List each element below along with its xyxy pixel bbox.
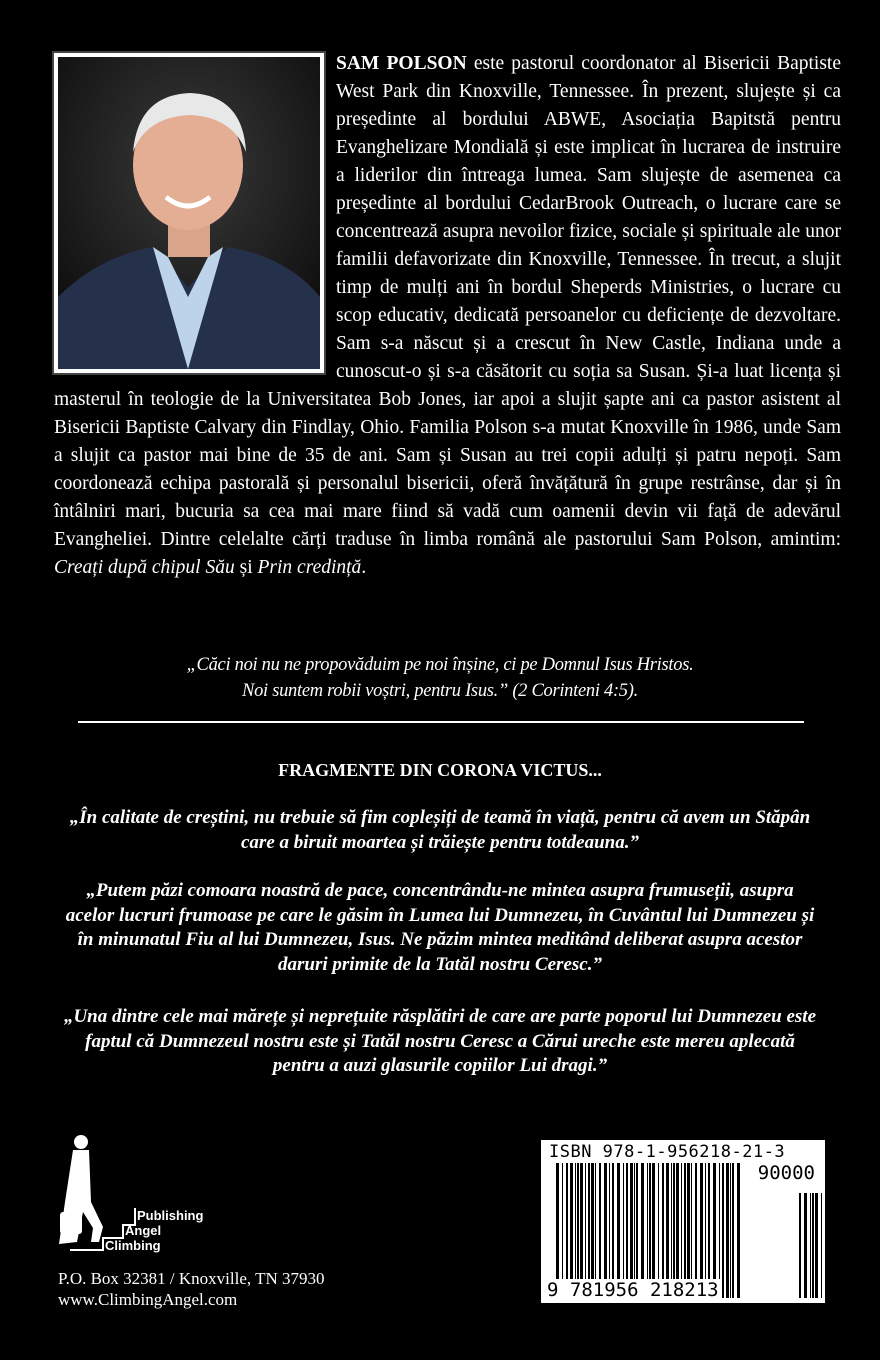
barcode-bar — [609, 1163, 610, 1298]
barcode-bar — [623, 1163, 624, 1298]
barcode-bar — [588, 1163, 590, 1298]
barcode-bar — [871, 1193, 873, 1298]
barcode-bar — [812, 1193, 814, 1298]
barcode-bar — [829, 1193, 832, 1298]
barcode-bar — [691, 1163, 692, 1298]
logo-word-angel: Angel — [125, 1223, 162, 1238]
barcode-bar — [730, 1163, 731, 1298]
logo-word-climbing: Climbing — [105, 1238, 161, 1253]
barcode-bar — [844, 1193, 845, 1298]
book-title-2: Prin credință — [257, 557, 362, 578]
bible-verse — [0, 652, 880, 704]
addon-barcode-bars — [799, 1193, 880, 1298]
barcode-bar — [647, 1163, 648, 1298]
ean-digits: 9 781956 218213 — [547, 1279, 719, 1301]
barcode-bar — [570, 1163, 573, 1298]
barcode-bar — [599, 1163, 601, 1298]
barcode-bar — [591, 1163, 594, 1298]
barcode-bar — [815, 1193, 818, 1298]
bio-conjunction: și — [234, 557, 258, 578]
book-title-1: Creați după chipul Său — [54, 557, 235, 578]
barcode-bar — [719, 1163, 720, 1298]
barcode-bar — [652, 1163, 655, 1298]
barcode-bar — [695, 1163, 697, 1298]
barcode-bar — [562, 1163, 563, 1298]
barcode-bar — [617, 1163, 620, 1298]
barcode-bar — [825, 1193, 827, 1298]
barcode-bar — [863, 1193, 866, 1298]
barcode-bar — [708, 1163, 710, 1298]
barcode-bar — [626, 1163, 628, 1298]
logo-word-publishing: Publishing — [137, 1208, 204, 1223]
fragment-quote: „Putem păzi comoara noastră de pace, concentrându-ne mintea asupra frumuseții, asupra acelor lucruri frumoase pe care le găsim în Lumea lui Dumnezeu, în Cuvântul lui Dumnezeu și în minunatul Fiu al lui Dumnezeu, Isus. Ne păzim mintea meditând deliberat asupra acestor daruri primite de la Tatăl nostru Ceresc.” — [65, 880, 815, 975]
author-bio — [54, 50, 841, 582]
bio-end: . — [361, 557, 367, 578]
barcode-bar — [585, 1163, 586, 1298]
barcode-bar — [876, 1193, 879, 1298]
barcode-bar — [577, 1163, 579, 1298]
barcode-bar — [658, 1163, 659, 1298]
barcode-bar — [595, 1163, 596, 1298]
barcode-bar — [839, 1193, 842, 1298]
barcode-bar — [673, 1163, 675, 1298]
barcode-bar — [681, 1163, 682, 1298]
verse-line-2: Noi suntem robii voștri, pentru Isus.” (2 Corinteni 4:5). — [242, 681, 638, 701]
fragment-quote: „În calitate de creștini, nu trebuie să fim copleșiți de teamă în viață, pentru că avem un Stăpân care a biruit moartea și trăiește pentru totdeauna.” — [69, 807, 811, 853]
barcode-bar — [580, 1163, 583, 1298]
barcode-bar — [687, 1163, 690, 1298]
publisher-website[interactable]: www.ClimbingAngel.com — [58, 1290, 238, 1309]
barcode-bar — [649, 1163, 651, 1298]
author-photo — [54, 53, 324, 373]
barcode-bar — [834, 1193, 835, 1298]
barcode-bar — [636, 1163, 638, 1298]
barcode-bar — [684, 1163, 686, 1298]
barcode-bar — [676, 1163, 679, 1298]
barcode-bar — [671, 1163, 672, 1298]
isbn-barcode — [541, 1140, 825, 1303]
barcode-bar — [634, 1163, 635, 1298]
barcode-bar — [630, 1163, 633, 1298]
barcode-bar — [804, 1193, 807, 1298]
fragment-quote: „Una dintre cele mai mărețe și neprețuite răsplătiri de care are parte poporul lui Dumnezeu este faptul că Dumnezeul nostru este și Tatăl nostru Ceresc a Cărui ureche este mereu aplecată pentru a auzi glasurile copiilor Lui dragi.” — [63, 1006, 817, 1076]
verse-line-1: „Căci noi nu ne propovăduim pe noi înșine, ci pe Domnul Isus Hristos. — [186, 655, 694, 675]
barcode-bars — [556, 1163, 746, 1298]
barcode-bar — [666, 1163, 669, 1298]
barcode-bar — [850, 1193, 853, 1298]
author-name: SAM POLSON — [336, 53, 467, 74]
barcode-bar — [641, 1163, 644, 1298]
barcode-bar — [612, 1163, 614, 1298]
barcode-bar — [847, 1193, 849, 1298]
barcode-bar — [566, 1163, 568, 1298]
barcode-bar — [799, 1193, 801, 1298]
barcode-bar — [722, 1163, 724, 1298]
barcode-bar — [836, 1193, 838, 1298]
barcode-bar — [556, 1163, 559, 1298]
barcode-bar — [726, 1163, 729, 1298]
barcode-bar — [604, 1163, 607, 1298]
fragments-title: FRAGMENTE DIN CORONA VICTUS... — [278, 760, 602, 780]
barcode-bar — [868, 1193, 869, 1298]
barcode-bar — [575, 1163, 576, 1298]
bio-text: este pastorul coordonator al Bisericii Baptiste West Park din Knoxville, Tennessee. În prezent, slujește și ca președinte al bordului ABWE, Asociația Bapitstă pentru Evanghelizare Mondială și este implicat în lucrarea de instruire a liderilor din întreaga lumea. Sam slujește de asemenea ca președinte al bordului CedarBrook Outreach, o lucrare care se concentrează asupra nevoilor fizice, sociale și spirituale ale unor familii defavorizate din Knoxville, Tennessee. În trecut, a slujit timp de mulți ani în bordul Sheperds Ministries, o lucrare cu scop educativ, dedicată persoanelor cu deficiențe de dezvoltare. Sam s-a născut și a crescut în New Castle, Indiana unde a cunoscut-o și s-a căsătorit cu soția sa Susan. Și-a luat licența și masterul în teologie de la Universitatea Bob Jones, iar apoi a slujit șapte ani ca pastor asistent al Bisericii Baptiste Calvary din Findlay, Ohio. Familia Polson s-a mutat Knoxville în 1986, unde Sam a slujit ca pastor mai bine de 35 de ani. Sam și Susan au trei copii adulți și patru nepoți. Sam coordonează echipa pastorală și personalul bisericii, oferă învățătură în grupe restrânse, dar și în întâlniri mari, bucuria sa cea mai mare fiind să vadă cum oamenii devin vii față de adevărul Evangheliei. Dintre celelalte cărți traduse în limba română ale pastorului Sam Polson, amintim: — [54, 53, 842, 550]
barcode-bar — [732, 1163, 734, 1298]
barcode-bar — [713, 1163, 716, 1298]
publisher-address: P.O. Box 32381 / Knoxville, TN 37930 — [58, 1269, 325, 1288]
barcode-bar — [737, 1163, 740, 1298]
publisher-logo — [55, 1132, 215, 1257]
barcode-bar — [810, 1193, 811, 1298]
isbn-number: ISBN 978-1-956218-21-3 — [549, 1142, 786, 1162]
barcode-bar — [700, 1163, 703, 1298]
barcode-bar — [854, 1193, 855, 1298]
publisher-contact — [58, 1268, 325, 1310]
barcode-bar — [858, 1193, 860, 1298]
barcode-bar — [705, 1163, 706, 1298]
barcode-bar — [662, 1163, 664, 1298]
divider — [78, 721, 804, 723]
barcode-bar — [821, 1193, 822, 1298]
price-code: 90000 — [757, 1162, 815, 1184]
